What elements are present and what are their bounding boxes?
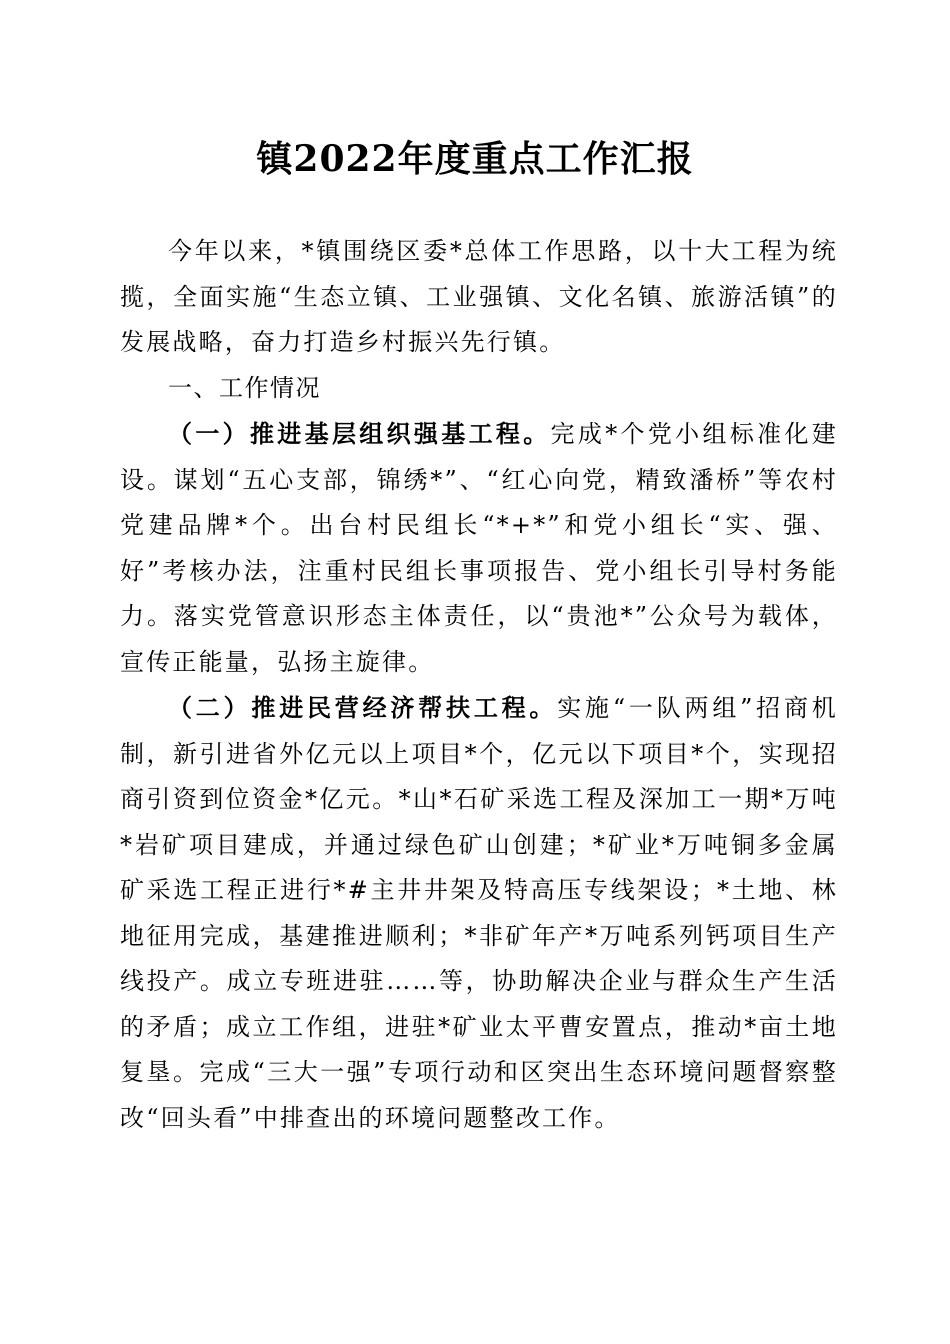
document-title: 镇2022年度重点工作汇报 <box>256 138 694 180</box>
item-private-economy <box>120 685 838 1141</box>
intro-paragraph: 今年以来，*镇围绕区委*总体工作思路，以十大工程为统揽，全面实施“生态立镇、工业强镇、文化名镇、旅游活镇”的发展战略，奋力打造乡村振兴先行镇。 <box>120 237 838 356</box>
section-heading-work-status: 一、工作情况 <box>168 373 321 402</box>
item-grassroots-organization <box>120 411 838 685</box>
item-1-text: 完成*个党小组标准化建设。谋划“五心支部，锦绣*”、“红心向党，精致潘桥”等农村党建品牌*个。出台村民组长“*+*”和党小组长“实、强、好”考核办法，注重村民组长事项报告、党小组长引导村务能力。落实党管意识形态主体责任，以“贵池*”公众号为载体，宣传正能量，弘扬主旋律。 <box>120 420 838 676</box>
item-1-lead: （一）推进基层组织强基工程。 <box>168 419 551 448</box>
document-body <box>120 229 838 1141</box>
item-2-lead: （二）推进民营经济帮扶工程。 <box>168 693 558 722</box>
item-2-text: 实施“一队两组”招商机制，新引进省外亿元以上项目*个，亿元以下项目*个，实现招商引资到位资金*亿元。*山*石矿采选工程及深加工一期*万吨*岩矿项目建成，并通过绿色矿山创建；*矿业*万吨铜多金属矿采选工程正进行*#主井井架及特高压专线架设；*土地、林地征用完成，基建推进顺利；*非矿年产*万吨系列钙项目生产线投产。成立专班进驻……等，协助解决企业与群众生产生活的矛盾；成立工作组，进驻*矿业太平曹安置点，推动*亩土地复垦。完成“三大一强”专项行动和区突出生态环境问题督察整改“回头看”中排查出的环境问题整改工作。 <box>120 694 838 1132</box>
